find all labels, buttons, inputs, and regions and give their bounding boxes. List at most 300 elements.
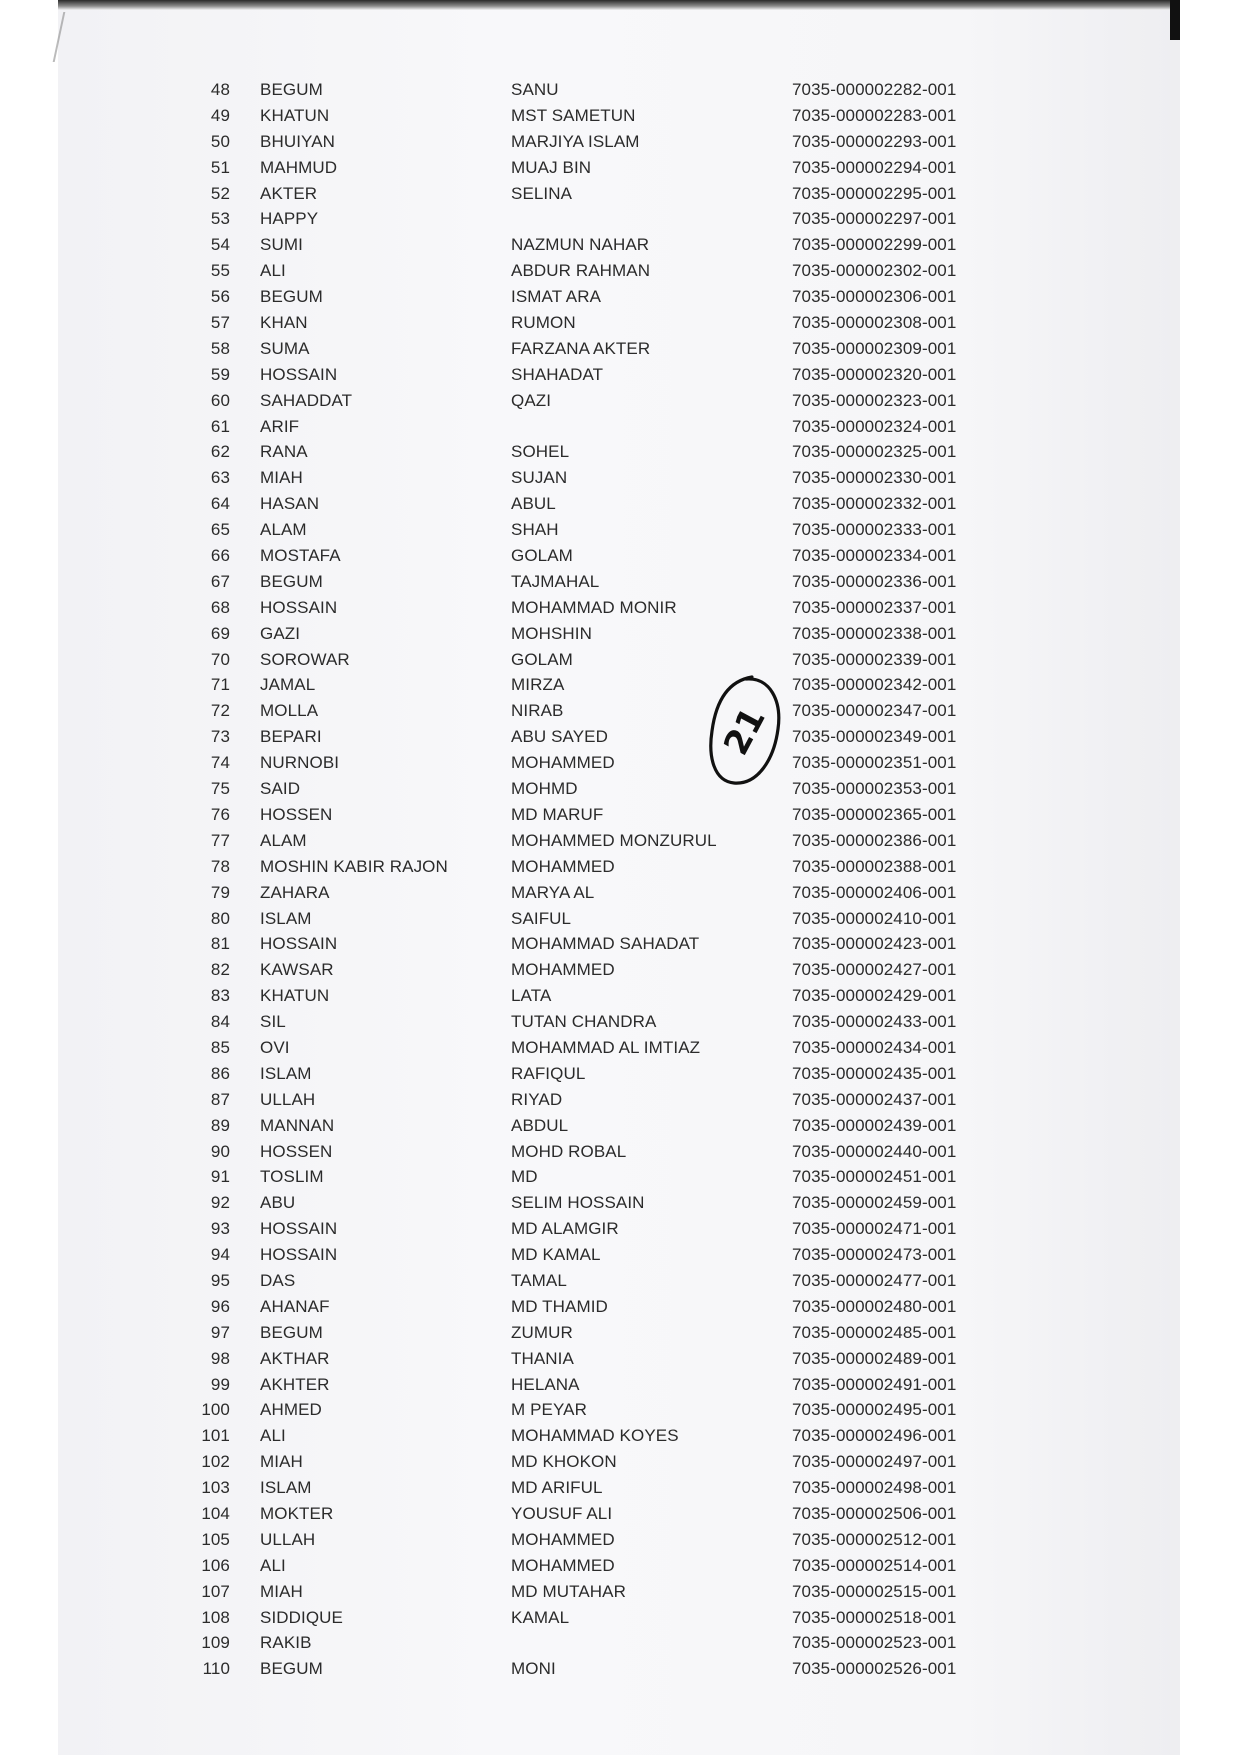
last-name: HOSSEN — [260, 804, 333, 824]
reference-id: 7035-000002302-001 — [792, 261, 957, 281]
reference-id: 7035-000002496-001 — [792, 1426, 957, 1446]
row-number: 94 — [210, 1245, 230, 1265]
row-number: 58 — [210, 338, 230, 358]
reference-id: 7035-000002518-001 — [792, 1607, 957, 1627]
row-number: 72 — [210, 701, 230, 721]
first-name: SUJAN — [511, 468, 568, 488]
row-number: 77 — [210, 830, 230, 850]
reference-id: 7035-000002324-001 — [792, 416, 957, 436]
reference-id: 7035-000002325-001 — [792, 442, 957, 462]
reference-id: 7035-000002498-001 — [792, 1478, 957, 1498]
table-row — [178, 235, 1078, 261]
table-row — [178, 106, 1078, 132]
first-name: MOHAMMAD MONIR — [511, 597, 677, 617]
reference-id: 7035-000002526-001 — [792, 1659, 957, 1679]
first-name: MD — [511, 1167, 538, 1187]
table-row — [178, 520, 1078, 546]
first-name: NIRAB — [511, 701, 564, 721]
last-name: ISLAM — [260, 1063, 312, 1083]
last-name: AHMED — [260, 1400, 322, 1420]
row-number: 70 — [210, 649, 230, 669]
table-row — [178, 442, 1078, 468]
last-name: ALAM — [260, 520, 307, 540]
reference-id: 7035-000002282-001 — [792, 80, 957, 99]
last-name: RAKIB — [260, 1633, 312, 1653]
row-number: 101 — [201, 1426, 230, 1446]
last-name: AKTER — [260, 183, 318, 203]
first-name: SANU — [511, 80, 559, 99]
last-name: BEGUM — [260, 80, 323, 99]
name-list-table — [178, 80, 1078, 1685]
reference-id: 7035-000002471-001 — [792, 1219, 957, 1239]
row-number: 48 — [210, 80, 230, 99]
table-row — [178, 1271, 1078, 1297]
last-name: AHANAF — [260, 1296, 330, 1316]
first-name: MOHAMMED — [511, 960, 615, 980]
table-row — [178, 80, 1078, 106]
last-name: HOSSAIN — [260, 1219, 338, 1239]
last-name: HOSSEN — [260, 1141, 333, 1161]
first-name: SELIM HOSSAIN — [511, 1193, 645, 1213]
table-row — [178, 1478, 1078, 1504]
last-name: HAPPY — [260, 209, 319, 229]
first-name: ISMAT ARA — [511, 287, 602, 307]
table-row — [178, 1090, 1078, 1116]
row-number: 71 — [210, 675, 230, 695]
last-name: HOSSAIN — [260, 597, 338, 617]
row-number: 108 — [201, 1607, 230, 1627]
row-number: 87 — [210, 1089, 230, 1109]
table-row — [178, 701, 1078, 727]
last-name: SAID — [260, 779, 301, 799]
table-row — [178, 1504, 1078, 1530]
table-row — [178, 909, 1078, 935]
reference-id: 7035-000002338-001 — [792, 623, 957, 643]
table-row — [178, 158, 1078, 184]
reference-id: 7035-000002427-001 — [792, 960, 957, 980]
reference-id: 7035-000002386-001 — [792, 830, 957, 850]
last-name: MAHMUD — [260, 157, 338, 177]
table-row — [178, 1375, 1078, 1401]
first-name: QAZI — [511, 390, 552, 410]
last-name: AKHTER — [260, 1374, 330, 1394]
handwritten-circled-page-number — [706, 671, 784, 791]
first-name: LATA — [511, 986, 552, 1006]
last-name: MOLLA — [260, 701, 319, 721]
last-name: SIL — [260, 1012, 286, 1032]
first-name: RUMON — [511, 313, 576, 333]
row-number: 60 — [210, 390, 230, 410]
reference-id: 7035-000002497-001 — [792, 1452, 957, 1472]
table-row — [178, 624, 1078, 650]
row-number: 84 — [210, 1012, 230, 1032]
row-number: 104 — [201, 1503, 230, 1523]
first-name: SHAHADAT — [511, 364, 604, 384]
last-name: TOSLIM — [260, 1167, 324, 1187]
reference-id: 7035-000002434-001 — [792, 1037, 957, 1057]
table-row — [178, 675, 1078, 701]
first-name: MD MARUF — [511, 804, 604, 824]
table-row — [178, 1349, 1078, 1375]
row-number: 99 — [210, 1374, 230, 1394]
last-name: ALAM — [260, 830, 307, 850]
last-name: BEGUM — [260, 1659, 323, 1679]
last-name: AKTHAR — [260, 1348, 330, 1368]
reference-id: 7035-000002506-001 — [792, 1503, 957, 1523]
paper-sheet — [58, 8, 1180, 1755]
first-name: KAMAL — [511, 1607, 570, 1627]
last-name: MIAH — [260, 1581, 303, 1601]
reference-id: 7035-000002489-001 — [792, 1348, 957, 1368]
table-row — [178, 986, 1078, 1012]
reference-id: 7035-000002423-001 — [792, 934, 957, 954]
table-row — [178, 365, 1078, 391]
reference-id: 7035-000002410-001 — [792, 908, 957, 928]
reference-id: 7035-000002299-001 — [792, 235, 957, 255]
first-name: MUAJ BIN — [511, 157, 592, 177]
table-row — [178, 1064, 1078, 1090]
first-name: MOHAMMED MONZURUL — [511, 830, 717, 850]
last-name: ALI — [260, 261, 286, 281]
first-name: GOLAM — [511, 649, 573, 669]
scan-margin-right — [1180, 0, 1240, 1755]
last-name: SUMA — [260, 338, 310, 358]
table-row — [178, 753, 1078, 779]
row-number: 91 — [210, 1167, 230, 1187]
first-name: ABU SAYED — [511, 727, 608, 747]
reference-id: 7035-000002342-001 — [792, 675, 957, 695]
reference-id: 7035-000002332-001 — [792, 494, 957, 514]
reference-id: 7035-000002388-001 — [792, 856, 957, 876]
reference-id: 7035-000002440-001 — [792, 1141, 957, 1161]
last-name: MOKTER — [260, 1503, 334, 1523]
table-row — [178, 261, 1078, 287]
last-name: BEGUM — [260, 571, 323, 591]
last-name: MOSTAFA — [260, 546, 341, 566]
reference-id: 7035-000002512-001 — [792, 1529, 957, 1549]
table-row — [178, 1142, 1078, 1168]
last-name: HOSSAIN — [260, 1245, 338, 1265]
row-number: 52 — [210, 183, 230, 203]
last-name: SUMI — [260, 235, 303, 255]
row-number: 83 — [210, 986, 230, 1006]
row-number: 50 — [210, 131, 230, 151]
row-number: 73 — [210, 727, 230, 747]
first-name: MD ARIFUL — [511, 1478, 603, 1498]
reference-id: 7035-000002473-001 — [792, 1245, 957, 1265]
row-number: 97 — [210, 1322, 230, 1342]
last-name: MANNAN — [260, 1115, 335, 1135]
table-row — [178, 650, 1078, 676]
first-name: FARZANA AKTER — [511, 338, 651, 358]
first-name: TAJMAHAL — [511, 571, 600, 591]
first-name: NAZMUN NAHAR — [511, 235, 650, 255]
reference-id: 7035-000002294-001 — [792, 157, 957, 177]
table-row — [178, 1116, 1078, 1142]
table-row — [178, 1452, 1078, 1478]
row-number: 57 — [210, 313, 230, 333]
row-number: 74 — [210, 753, 230, 773]
row-number: 107 — [201, 1581, 230, 1601]
first-name: TUTAN CHANDRA — [511, 1012, 657, 1032]
first-name: MOHAMMAD KOYES — [511, 1426, 679, 1446]
reference-id: 7035-000002514-001 — [792, 1555, 957, 1575]
table-row — [178, 468, 1078, 494]
row-number: 98 — [210, 1348, 230, 1368]
first-name: MOHAMMED — [511, 856, 615, 876]
table-row — [178, 831, 1078, 857]
reference-id: 7035-000002308-001 — [792, 313, 957, 333]
row-number: 69 — [210, 623, 230, 643]
reference-id: 7035-000002339-001 — [792, 649, 957, 669]
table-row — [178, 598, 1078, 624]
reference-id: 7035-000002406-001 — [792, 882, 957, 902]
row-number: 110 — [202, 1659, 230, 1679]
reference-id: 7035-000002480-001 — [792, 1296, 957, 1316]
table-row — [178, 1426, 1078, 1452]
last-name: BEGUM — [260, 287, 323, 307]
reference-id: 7035-000002293-001 — [792, 131, 957, 151]
reference-id: 7035-000002333-001 — [792, 520, 957, 540]
last-name: OVI — [260, 1037, 290, 1057]
last-name: HOSSAIN — [260, 364, 338, 384]
last-name: JAMAL — [260, 675, 316, 695]
row-number: 105 — [201, 1529, 230, 1549]
table-row — [178, 1219, 1078, 1245]
row-number: 93 — [210, 1219, 230, 1239]
table-row — [178, 132, 1078, 158]
first-name: MST SAMETUN — [511, 105, 636, 125]
table-row — [178, 417, 1078, 443]
first-name: MD KHOKON — [511, 1452, 617, 1472]
stamp-number-text: 21 — [716, 701, 774, 762]
row-number: 81 — [210, 934, 230, 954]
row-number: 85 — [210, 1037, 230, 1057]
table-row — [178, 1608, 1078, 1634]
last-name: ZAHARA — [260, 882, 330, 902]
table-row — [178, 184, 1078, 210]
row-number: 100 — [201, 1400, 230, 1420]
table-row — [178, 313, 1078, 339]
row-number: 63 — [210, 468, 230, 488]
reference-id: 7035-000002320-001 — [792, 364, 957, 384]
row-number: 59 — [210, 364, 230, 384]
reference-id: 7035-000002349-001 — [792, 727, 957, 747]
last-name: SIDDIQUE — [260, 1607, 343, 1627]
first-name: SHAH — [511, 520, 559, 540]
last-name: SOROWAR — [260, 649, 350, 669]
reference-id: 7035-000002283-001 — [792, 105, 957, 125]
last-name: KHAN — [260, 313, 308, 333]
table-row — [178, 209, 1078, 235]
reference-id: 7035-000002451-001 — [792, 1167, 957, 1187]
reference-id: 7035-000002515-001 — [792, 1581, 957, 1601]
first-name: ABUL — [511, 494, 556, 514]
row-number: 92 — [210, 1193, 230, 1213]
last-name: BEGUM — [260, 1322, 323, 1342]
first-name: MOHMD — [511, 779, 578, 799]
first-name: MARYA AL — [511, 882, 595, 902]
reference-id: 7035-000002336-001 — [792, 571, 957, 591]
last-name: ULLAH — [260, 1529, 316, 1549]
reference-id: 7035-000002323-001 — [792, 390, 957, 410]
first-name: THANIA — [511, 1348, 574, 1368]
row-number: 78 — [210, 856, 230, 876]
last-name: ARIF — [260, 416, 300, 436]
table-row — [178, 1297, 1078, 1323]
first-name: ABDUL — [511, 1115, 569, 1135]
last-name: KHATUN — [260, 986, 330, 1006]
first-name: MONI — [511, 1659, 556, 1679]
last-name: MIAH — [260, 468, 303, 488]
row-number: 56 — [210, 287, 230, 307]
first-name: M PEYAR — [511, 1400, 587, 1420]
first-name: HELANA — [511, 1374, 580, 1394]
row-number: 90 — [210, 1141, 230, 1161]
reference-id: 7035-000002437-001 — [792, 1089, 957, 1109]
reference-id: 7035-000002309-001 — [792, 338, 957, 358]
reference-id: 7035-000002306-001 — [792, 287, 957, 307]
last-name: NURNOBI — [260, 753, 340, 773]
first-name: ZUMUR — [511, 1322, 573, 1342]
reference-id: 7035-000002523-001 — [792, 1633, 957, 1653]
last-name: KHATUN — [260, 105, 330, 125]
reference-id: 7035-000002485-001 — [792, 1322, 957, 1342]
table-row — [178, 934, 1078, 960]
row-number: 79 — [210, 882, 230, 902]
last-name: SAHADDAT — [260, 390, 353, 410]
first-name: MOHAMMED — [511, 1529, 615, 1549]
table-row — [178, 391, 1078, 417]
table-row — [178, 1400, 1078, 1426]
table-row — [178, 1530, 1078, 1556]
first-name: MOHAMMED — [511, 1555, 615, 1575]
last-name: MIAH — [260, 1452, 303, 1472]
row-number: 89 — [210, 1115, 230, 1135]
table-row — [178, 1659, 1078, 1685]
table-row — [178, 1245, 1078, 1271]
table-row — [178, 1633, 1078, 1659]
first-name: MD THAMID — [511, 1296, 608, 1316]
table-row — [178, 805, 1078, 831]
last-name: MOSHIN KABIR RAJON — [260, 856, 448, 876]
row-number: 80 — [210, 908, 230, 928]
first-name: RIYAD — [511, 1089, 563, 1109]
row-number: 75 — [210, 779, 230, 799]
first-name: MD MUTAHAR — [511, 1581, 626, 1601]
row-number: 76 — [210, 804, 230, 824]
last-name: DAS — [260, 1270, 296, 1290]
first-name: MOHAMMAD AL IMTIAZ — [511, 1037, 701, 1057]
reference-id: 7035-000002330-001 — [792, 468, 957, 488]
last-name: ALI — [260, 1426, 286, 1446]
first-name: YOUSUF ALI — [511, 1503, 613, 1523]
first-name: SAIFUL — [511, 908, 572, 928]
last-name: GAZI — [260, 623, 301, 643]
row-number: 51 — [210, 157, 230, 177]
row-number: 106 — [201, 1555, 230, 1575]
table-row — [178, 1582, 1078, 1608]
table-row — [178, 857, 1078, 883]
row-number: 53 — [210, 209, 230, 229]
row-number: 65 — [210, 520, 230, 540]
last-name: RANA — [260, 442, 308, 462]
first-name: MD KAMAL — [511, 1245, 601, 1265]
first-name: SELINA — [511, 183, 573, 203]
reference-id: 7035-000002439-001 — [792, 1115, 957, 1135]
reference-id: 7035-000002295-001 — [792, 183, 957, 203]
reference-id: 7035-000002353-001 — [792, 779, 957, 799]
reference-id: 7035-000002477-001 — [792, 1270, 957, 1290]
reference-id: 7035-000002297-001 — [792, 209, 957, 229]
row-number: 62 — [210, 442, 230, 462]
first-name: TAMAL — [511, 1270, 567, 1290]
table-row — [178, 779, 1078, 805]
row-number: 86 — [210, 1063, 230, 1083]
table-row — [178, 572, 1078, 598]
scan-margin-left — [0, 0, 58, 1755]
last-name: ISLAM — [260, 1478, 312, 1498]
last-name: HOSSAIN — [260, 934, 338, 954]
reference-id: 7035-000002334-001 — [792, 546, 957, 566]
table-row — [178, 1193, 1078, 1219]
first-name: MOHAMMED — [511, 753, 615, 773]
table-row — [178, 727, 1078, 753]
row-number: 102 — [201, 1452, 230, 1472]
first-name: MOHAMMAD SAHADAT — [511, 934, 700, 954]
table-row — [178, 1556, 1078, 1582]
table-row — [178, 546, 1078, 572]
first-name: SOHEL — [511, 442, 570, 462]
scan-top-edge — [58, 0, 1180, 10]
row-number: 96 — [210, 1296, 230, 1316]
reference-id: 7035-000002495-001 — [792, 1400, 957, 1420]
table-row — [178, 1012, 1078, 1038]
reference-id: 7035-000002435-001 — [792, 1063, 957, 1083]
row-number: 68 — [210, 597, 230, 617]
row-number: 95 — [210, 1270, 230, 1290]
last-name: BEPARI — [260, 727, 322, 747]
row-number: 103 — [201, 1478, 230, 1498]
reference-id: 7035-000002365-001 — [792, 804, 957, 824]
reference-id: 7035-000002433-001 — [792, 1012, 957, 1032]
last-name: ISLAM — [260, 908, 312, 928]
reference-id: 7035-000002337-001 — [792, 597, 957, 617]
last-name: HASAN — [260, 494, 320, 514]
table-row — [178, 883, 1078, 909]
table-row — [178, 1167, 1078, 1193]
row-number: 55 — [210, 261, 230, 281]
last-name: KAWSAR — [260, 960, 334, 980]
row-number: 54 — [210, 235, 230, 255]
reference-id: 7035-000002491-001 — [792, 1374, 957, 1394]
first-name: MOHD ROBAL — [511, 1141, 627, 1161]
row-number: 66 — [210, 546, 230, 566]
scan-corner-mark — [1170, 0, 1180, 40]
row-number: 61 — [210, 416, 230, 436]
first-name: MIRZA — [511, 675, 565, 695]
table-row — [178, 1038, 1078, 1064]
first-name: GOLAM — [511, 546, 573, 566]
first-name: MARJIYA ISLAM — [511, 131, 640, 151]
row-number: 67 — [210, 571, 230, 591]
first-name: RAFIQUL — [511, 1063, 586, 1083]
reference-id: 7035-000002347-001 — [792, 701, 957, 721]
reference-id: 7035-000002429-001 — [792, 986, 957, 1006]
reference-id: 7035-000002351-001 — [792, 753, 957, 773]
reference-id: 7035-000002459-001 — [792, 1193, 957, 1213]
table-row — [178, 960, 1078, 986]
